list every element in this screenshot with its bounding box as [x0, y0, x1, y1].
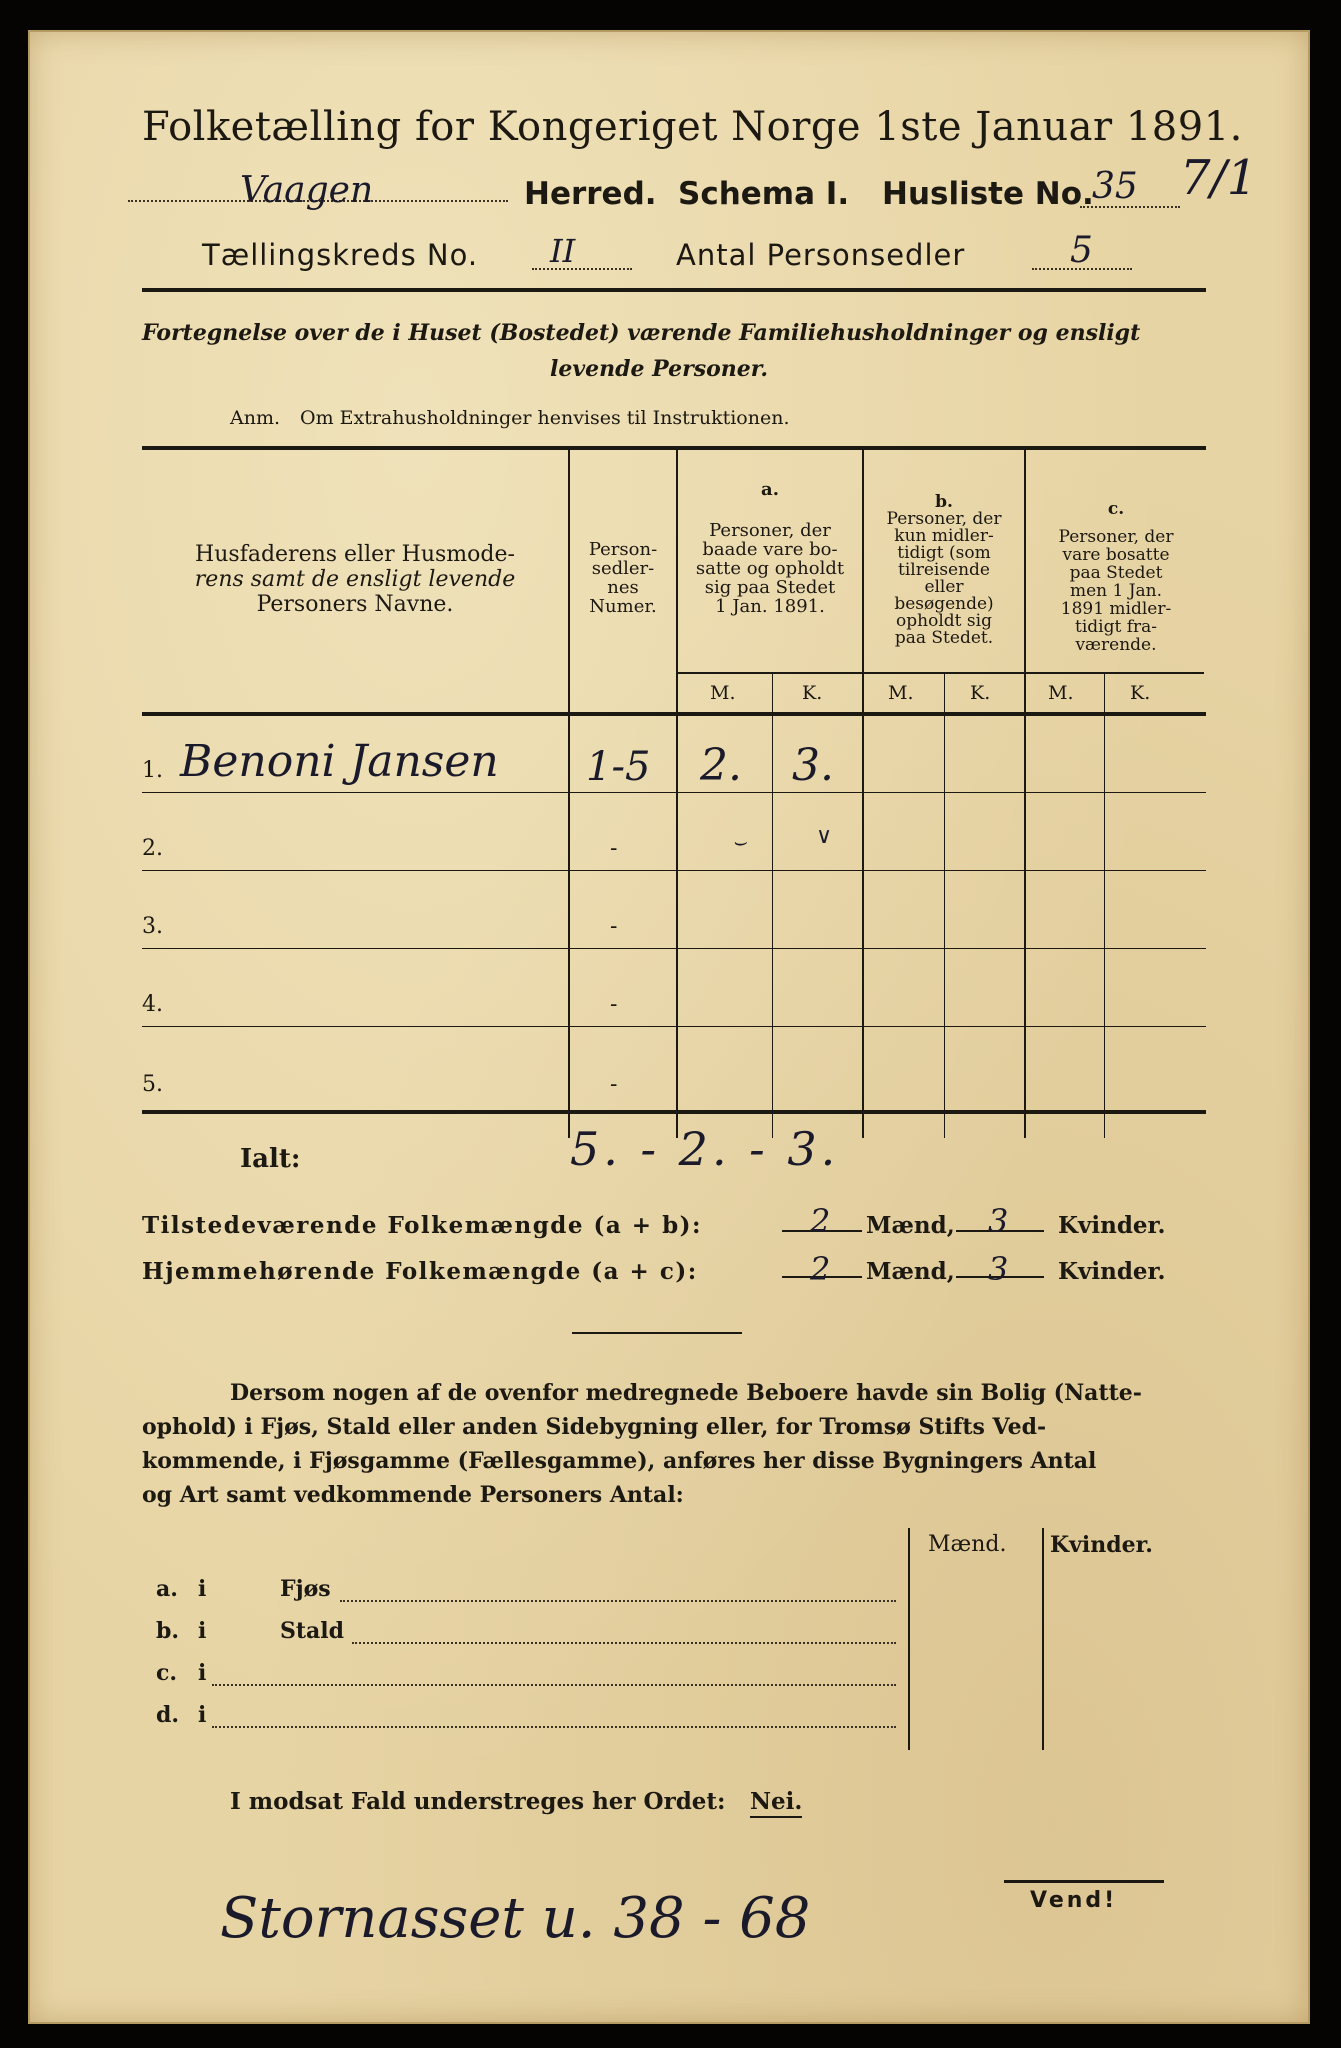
buildings-para-1: Dersom nogen af de ovenfor medregnede Beboere havde sin Bolig (Natte- [230, 1380, 1142, 1406]
intro-line-2: levende Personer. [550, 356, 768, 382]
a-k-label: K. [802, 682, 823, 704]
husliste-value: 35 [1092, 166, 1138, 207]
antal-value: 5 [1070, 230, 1093, 271]
kreds-value: II [550, 232, 576, 270]
buildings-kvinder-col: Kvinder. [1050, 1532, 1153, 1558]
c-k-label: K. [1130, 682, 1151, 704]
buildings-para-2: ophold) i Fjøs, Stald eller anden Sidebygning eller, for Tromsø Stifts Ved- [142, 1414, 1047, 1440]
vend-label: Vend! [1030, 1888, 1118, 1913]
buildings-para-4: og Art samt vedkommende Personers Antal: [142, 1482, 684, 1508]
b-k-label: K. [970, 682, 991, 704]
table-top-rule [142, 446, 1206, 450]
resident-name: Benoni Jansen [180, 736, 499, 787]
modsat-label: I modsat Fald understreges her Ordet: [230, 1788, 726, 1815]
herred-label: Herred. [524, 176, 657, 212]
col-num-header: Person- sedler- nes Numer. [588, 539, 658, 617]
divider [572, 1332, 742, 1334]
form-title: Folketælling for Kongeriget Norge 1ste Januar 1891. [142, 104, 1243, 150]
ialt-label: Ialt: [240, 1144, 301, 1174]
handwritten-note: Stornasset u. 38 - 68 [220, 1886, 811, 1951]
b-m-label: M. [888, 682, 914, 704]
husliste-annotation: 7/1 [1180, 150, 1258, 206]
tilstede-label: Tilstedeværende Folkemængde (a + b): [142, 1212, 703, 1239]
antal-label: Antal Personsedler [676, 238, 966, 272]
table-header-rule [142, 712, 1206, 716]
herred-value: Vaagen [240, 170, 374, 211]
a-m-label: M. [710, 682, 736, 704]
c-m-label: M. [1048, 682, 1074, 704]
col-c-header: c. Personer, der vare bosatte paa Stedet men 1 Jan. 1891 midler- tidigt fra- værende. [1058, 499, 1174, 655]
husliste-label: Husliste No. [882, 176, 1094, 212]
census-form: Folketælling for Kongeriget Norge 1ste Januar 1891. Vaagen Herred. Schema I. Husliste No. 35 7/1 Tællingskreds No. II Antal Personsedler 5 Fortegnelse over de i Huset (Bostedet) værende Familiehusholdninger og ensligt levende Personer. Anm. Om Extrahusholdninger henvises til Instruktionen. Husfaderens eller Husmode- rens samt de ensligt levende Personers Navne. Person- sedler- nes Numer. a. Personer, der baade vare bo- satte og opholdt sig paa Stedet 1 Jan. 1891. b. Personer, der kun midler- tidigt (som tilreisende eller besøgende) opholdt sig paa Stedet. c. Personer, der vare bosatte paa Stedet men 1 Jan. 1891 midler- tidigt fra- værende. M. K. M. K. M. K. 1. Benoni Jansen 1-5 2. 3. 2. - ⌣ ∨ 3. - 4. - 5. - Ialt: 5. - 2. - 3. Tilstedeværende Folkemængde (a + b): 2 Mænd, 3 Kvinder. Hjemmehørende Folkemængde (a + c): 2 Mænd, 3 Kvinder. Dersom nogen af de ovenfor medregnede Beboere havde sin Bolig (Natte- ophold) i Fjøs, Stald eller anden Sidebygning eller, for Tromsø Stifts Ved- kommende, i Fjøsgamme (Fællesgamme), anføres her disse Bygningers Antal og Art samt vedkommende Personers Antal: Mænd. Kvinder. a. i Fjøs b. i Stald c. i d. i I modsat Fald understreges her Ordet: Nei. Vend! Stornasset u. 38 - 68 [28, 30, 1310, 2024]
col-b-header: b. Personer, der kun midler- tidigt (som tilreisende eller besøgende) opholdt sig paa Stedet. [886, 492, 1002, 648]
intro-line-1: Fortegnelse over de i Huset (Bostedet) værende Familiehusholdninger og ensligt [142, 320, 1141, 346]
table-bottom-rule [142, 1110, 1206, 1114]
kreds-label: Tællingskreds No. [202, 238, 479, 272]
buildings-maend-col: Mænd. [928, 1532, 1007, 1557]
buildings-para-3: kommende, i Fjøsgamme (Fællesgamme), anføres her disse Bygningers Antal [142, 1448, 1097, 1474]
col-names-header: Husfaderens eller Husmode- rens samt de ensligt levende Personers Navne. [194, 542, 516, 617]
ialt-values: 5. - 2. - 3. [570, 1122, 840, 1176]
anm-label: Anm. [230, 407, 281, 429]
col-a-header: a. Personer, der baade vare bo- satte og opholdt sig paa Stedet 1 Jan. 1891. [695, 479, 845, 617]
header-rule [142, 288, 1206, 292]
anm-text: Om Extrahusholdninger henvises til Instruktionen. [300, 407, 790, 429]
nei-word: Nei. [750, 1788, 802, 1818]
hjemme-label: Hjemmehørende Folkemængde (a + c): [142, 1258, 698, 1285]
schema-label: Schema I. [678, 176, 850, 212]
